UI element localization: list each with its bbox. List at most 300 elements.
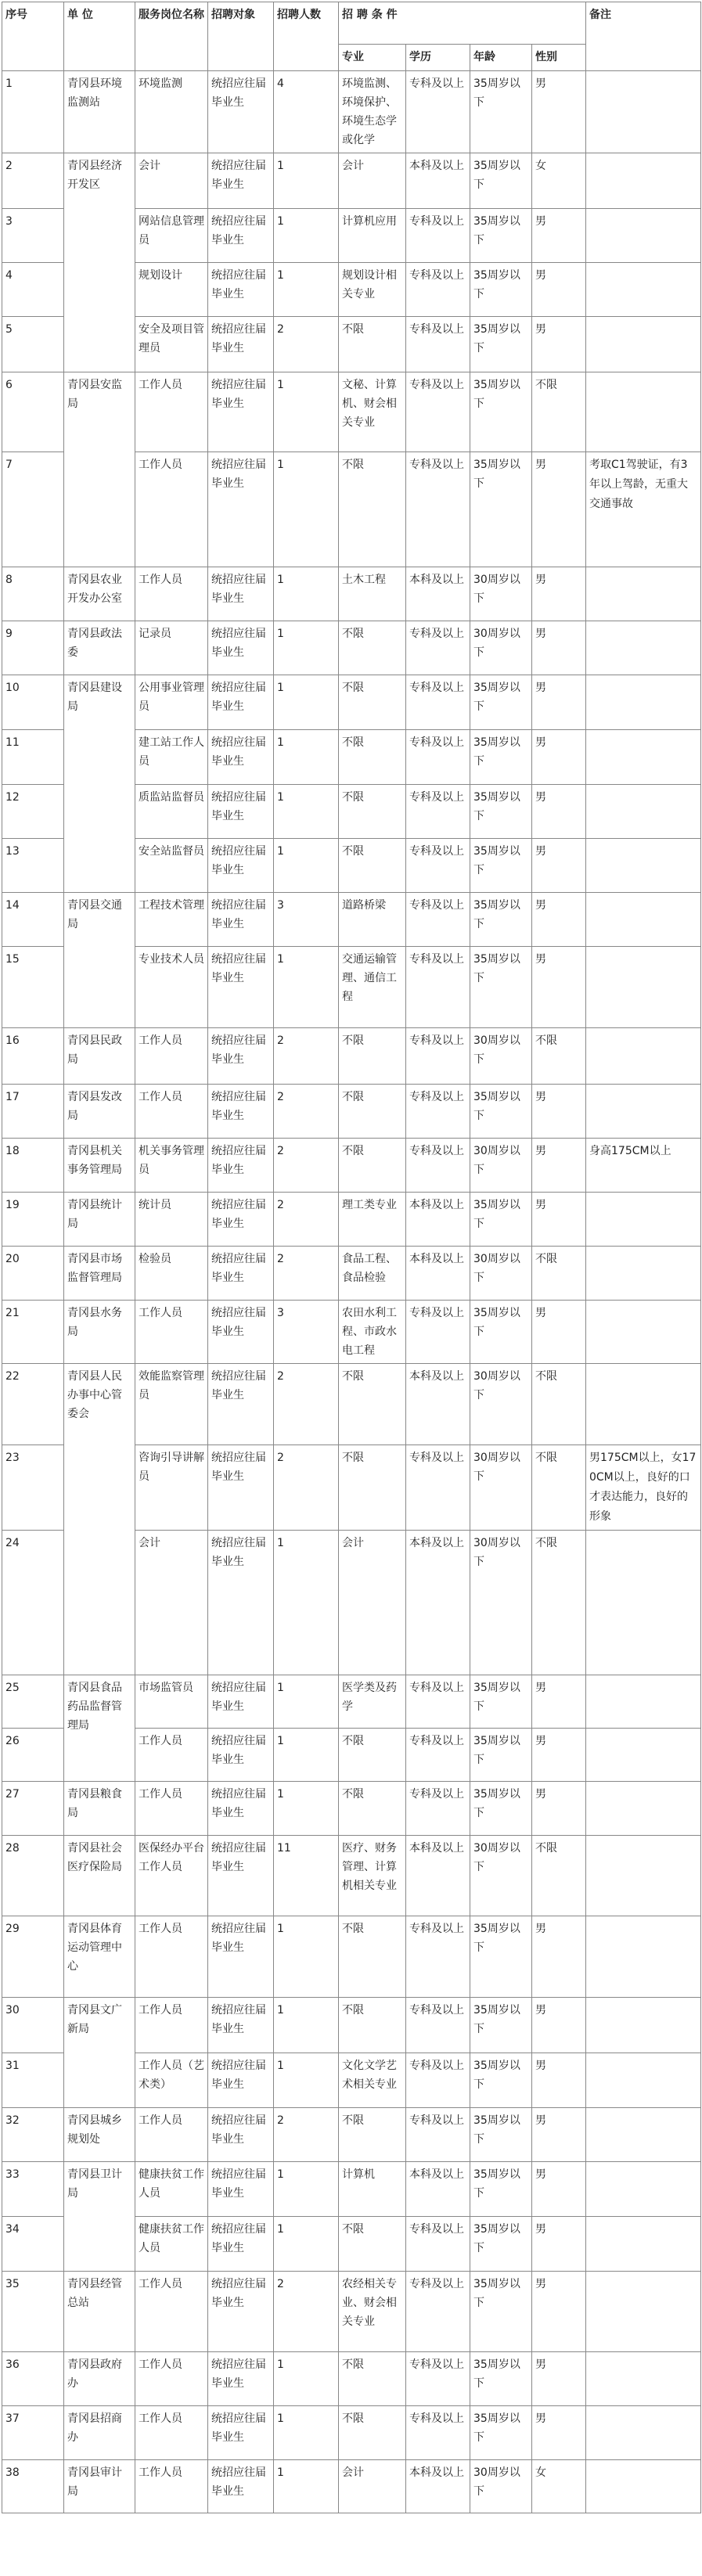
cell-edu: 专科及以上 (406, 1998, 470, 2053)
table-row (2, 1139, 701, 1193)
cell-seq: 26 (2, 1729, 64, 1782)
cell-gender: 不限 (532, 372, 586, 452)
cell-age: 35周岁以下 (470, 153, 532, 209)
cell-major: 道路桥梁 (339, 893, 406, 947)
cell-note (586, 1301, 701, 1364)
cell-gender: 男 (532, 947, 586, 1028)
cell-pos: 健康扶贫工作人员 (135, 2162, 208, 2217)
cell-edu: 专科及以上 (406, 2108, 470, 2162)
cell-count: 1 (274, 839, 339, 893)
cell-seq: 16 (2, 1028, 64, 1085)
cell-pos: 统计员 (135, 1193, 208, 1247)
cell-note (586, 317, 701, 372)
cell-major: 不限 (339, 1445, 406, 1531)
cell-unit: 青冈县安监局 (64, 372, 135, 567)
table-row (2, 2108, 701, 2162)
cell-unit: 青冈县机关事务管理局 (64, 1139, 135, 1193)
cell-seq: 23 (2, 1445, 64, 1531)
cell-age: 35周岁以下 (470, 785, 532, 839)
cell-count: 1 (274, 452, 339, 567)
cell-seq: 29 (2, 1916, 64, 1998)
cell-count: 4 (274, 71, 339, 153)
cell-note (586, 567, 701, 621)
cell-seq: 19 (2, 1193, 64, 1247)
cell-major: 医学类及药学 (339, 1675, 406, 1729)
cell-pos: 工作人员 (135, 1729, 208, 1782)
cell-gender: 男 (532, 1782, 586, 1836)
cell-seq: 37 (2, 2406, 64, 2460)
cell-age: 35周岁以下 (470, 1729, 532, 1782)
cell-major: 不限 (339, 621, 406, 675)
cell-age: 35周岁以下 (470, 317, 532, 372)
cell-count: 2 (274, 1247, 339, 1301)
cell-gender: 女 (532, 153, 586, 209)
cell-edu: 本科及以上 (406, 2162, 470, 2217)
cell-count: 1 (274, 1916, 339, 1998)
cell-pos: 工作人员 (135, 2352, 208, 2406)
table-row (2, 1836, 701, 1916)
cell-major: 不限 (339, 785, 406, 839)
cell-major: 文化文学艺术相关专业 (339, 2053, 406, 2108)
cell-unit: 青冈县市场监督管理局 (64, 1247, 135, 1301)
cell-seq: 2 (2, 153, 64, 209)
header-major: 专业 (339, 45, 406, 71)
header-conditions: 招 聘 条 件 (339, 2, 586, 45)
cell-pos: 工作人员 (135, 1085, 208, 1139)
cell-note (586, 71, 701, 153)
table-row (2, 621, 701, 675)
cell-pos: 记录员 (135, 621, 208, 675)
cell-unit: 青冈县经济开发区 (64, 153, 135, 372)
cell-pos: 效能监察管理员 (135, 1364, 208, 1445)
cell-unit: 青冈县城乡规划处 (64, 2108, 135, 2162)
table-row (2, 2162, 701, 2217)
cell-edu: 专科及以上 (406, 621, 470, 675)
cell-gender: 男 (532, 1085, 586, 1139)
cell-count: 1 (274, 2460, 339, 2513)
cell-note (586, 209, 701, 263)
cell-note (586, 2460, 701, 2513)
cell-age: 35周岁以下 (470, 2217, 532, 2272)
cell-unit: 青冈县发改局 (64, 1085, 135, 1139)
cell-note: 男175CM以上，女170CM以上，良好的口才表达能力，良好的形象 (586, 1445, 701, 1531)
cell-pos: 工作人员 (135, 372, 208, 452)
cell-gender: 男 (532, 839, 586, 893)
cell-gender: 男 (532, 730, 586, 785)
cell-seq: 12 (2, 785, 64, 839)
cell-edu: 专科及以上 (406, 263, 470, 317)
cell-gender: 男 (532, 675, 586, 730)
cell-age: 30周岁以下 (470, 1139, 532, 1193)
cell-age: 30周岁以下 (470, 1531, 532, 1675)
cell-seq: 32 (2, 2108, 64, 2162)
cell-seq: 22 (2, 1364, 64, 1445)
cell-gender: 不限 (532, 1445, 586, 1531)
cell-gender: 男 (532, 1193, 586, 1247)
cell-edu: 专科及以上 (406, 452, 470, 567)
cell-unit: 青冈县交通局 (64, 893, 135, 1028)
cell-major: 农经相关专业、财会相关专业 (339, 2272, 406, 2352)
cell-count: 2 (274, 1364, 339, 1445)
cell-pos: 工作人员 (135, 2272, 208, 2352)
table-row (2, 1782, 701, 1836)
cell-count: 1 (274, 2162, 339, 2217)
cell-gender: 男 (532, 1998, 586, 2053)
cell-gender: 男 (532, 263, 586, 317)
cell-edu: 专科及以上 (406, 1729, 470, 1782)
cell-age: 30周岁以下 (470, 621, 532, 675)
cell-note (586, 372, 701, 452)
cell-target: 统招应往届毕业生 (208, 452, 274, 567)
cell-major: 不限 (339, 452, 406, 567)
cell-note (586, 1729, 701, 1782)
cell-age: 35周岁以下 (470, 730, 532, 785)
cell-pos: 工作人员 (135, 1028, 208, 1085)
cell-count: 1 (274, 1782, 339, 1836)
cell-age: 35周岁以下 (470, 1085, 532, 1139)
cell-age: 35周岁以下 (470, 2406, 532, 2460)
cell-pos: 规划设计 (135, 263, 208, 317)
cell-target: 统招应往届毕业生 (208, 372, 274, 452)
cell-edu: 专科及以上 (406, 71, 470, 153)
cell-edu: 专科及以上 (406, 2352, 470, 2406)
cell-pos: 工作人员 (135, 567, 208, 621)
cell-target: 统招应往届毕业生 (208, 153, 274, 209)
cell-target: 统招应往届毕业生 (208, 1836, 274, 1916)
cell-gender: 男 (532, 209, 586, 263)
cell-note (586, 1916, 701, 1998)
cell-target: 统招应往届毕业生 (208, 621, 274, 675)
cell-major: 不限 (339, 317, 406, 372)
cell-age: 35周岁以下 (470, 2272, 532, 2352)
cell-target: 统招应往届毕业生 (208, 1729, 274, 1782)
header-education: 学历 (406, 45, 470, 71)
cell-count: 1 (274, 2053, 339, 2108)
cell-edu: 专科及以上 (406, 730, 470, 785)
cell-target: 统招应往届毕业生 (208, 1675, 274, 1729)
cell-major: 会计 (339, 153, 406, 209)
cell-age: 35周岁以下 (470, 2352, 532, 2406)
cell-target: 统招应往届毕业生 (208, 1193, 274, 1247)
header-age: 年龄 (470, 45, 532, 71)
cell-major: 不限 (339, 1139, 406, 1193)
cell-gender: 男 (532, 2406, 586, 2460)
cell-edu: 专科及以上 (406, 317, 470, 372)
table-row (2, 1028, 701, 1085)
cell-note (586, 2272, 701, 2352)
cell-edu: 专科及以上 (406, 2272, 470, 2352)
cell-count: 1 (274, 1675, 339, 1729)
cell-seq: 34 (2, 2217, 64, 2272)
cell-target: 统招应往届毕业生 (208, 2162, 274, 2217)
cell-age: 35周岁以下 (470, 372, 532, 452)
cell-count: 2 (274, 1445, 339, 1531)
cell-note (586, 675, 701, 730)
cell-pos: 工作人员 (135, 1916, 208, 1998)
cell-target: 统招应往届毕业生 (208, 209, 274, 263)
cell-seq: 18 (2, 1139, 64, 1193)
cell-gender: 男 (532, 893, 586, 947)
cell-count: 2 (274, 2108, 339, 2162)
cell-unit: 青冈县体育运动管理中心 (64, 1916, 135, 1998)
cell-pos: 工作人员 (135, 1998, 208, 2053)
cell-pos: 网站信息管理员 (135, 209, 208, 263)
table-row (2, 1364, 701, 1445)
cell-age: 30周岁以下 (470, 1445, 532, 1531)
cell-age: 35周岁以下 (470, 1782, 532, 1836)
cell-unit: 青冈县统计局 (64, 1193, 135, 1247)
cell-edu: 专科及以上 (406, 2217, 470, 2272)
table-row (2, 1675, 701, 1729)
cell-age: 35周岁以下 (470, 839, 532, 893)
cell-major: 文秘、计算机、财会相关专业 (339, 372, 406, 452)
cell-target: 统招应往届毕业生 (208, 1139, 274, 1193)
header-position: 服务岗位名称 (135, 2, 208, 71)
cell-edu: 本科及以上 (406, 153, 470, 209)
cell-count: 1 (274, 730, 339, 785)
cell-gender: 男 (532, 2053, 586, 2108)
cell-unit: 青冈县经管总站 (64, 2272, 135, 2352)
cell-note (586, 1836, 701, 1916)
cell-seq: 21 (2, 1301, 64, 1364)
cell-age: 35周岁以下 (470, 263, 532, 317)
cell-major: 不限 (339, 2217, 406, 2272)
header-note: 备注 (586, 2, 701, 71)
cell-edu: 本科及以上 (406, 1247, 470, 1301)
cell-edu: 专科及以上 (406, 372, 470, 452)
cell-major: 不限 (339, 730, 406, 785)
cell-age: 35周岁以下 (470, 2162, 532, 2217)
cell-major: 环境监测、环境保护、环境生态学或化学 (339, 71, 406, 153)
cell-edu: 专科及以上 (406, 1139, 470, 1193)
cell-age: 30周岁以下 (470, 1028, 532, 1085)
cell-edu: 本科及以上 (406, 1193, 470, 1247)
cell-target: 统招应往届毕业生 (208, 2108, 274, 2162)
cell-note (586, 947, 701, 1028)
table-row (2, 1247, 701, 1301)
cell-edu: 专科及以上 (406, 893, 470, 947)
cell-unit: 青冈县政法委 (64, 621, 135, 675)
cell-note: 身高175CM以上 (586, 1139, 701, 1193)
cell-edu: 专科及以上 (406, 1028, 470, 1085)
cell-age: 35周岁以下 (470, 452, 532, 567)
cell-major: 计算机 (339, 2162, 406, 2217)
cell-note (586, 2406, 701, 2460)
cell-unit: 青冈县招商办 (64, 2406, 135, 2460)
cell-gender: 男 (532, 1139, 586, 1193)
cell-gender: 男 (532, 2108, 586, 2162)
cell-seq: 10 (2, 675, 64, 730)
cell-target: 统招应往届毕业生 (208, 567, 274, 621)
table-row (2, 1085, 701, 1139)
cell-seq: 31 (2, 2053, 64, 2108)
page (0, 2, 702, 2576)
cell-count: 3 (274, 1301, 339, 1364)
cell-note (586, 153, 701, 209)
header-unit: 单 位 (64, 2, 135, 71)
cell-note (586, 893, 701, 947)
cell-seq: 7 (2, 452, 64, 567)
cell-age: 30周岁以下 (470, 1836, 532, 1916)
cell-age: 30周岁以下 (470, 1247, 532, 1301)
cell-pos: 咨询引导讲解员 (135, 1445, 208, 1531)
cell-unit: 青冈县社会医疗保险局 (64, 1836, 135, 1916)
cell-age: 30周岁以下 (470, 2460, 532, 2513)
cell-major: 不限 (339, 2352, 406, 2406)
cell-major: 医疗、财务管理、计算机相关专业 (339, 1836, 406, 1916)
cell-edu: 专科及以上 (406, 1301, 470, 1364)
cell-seq: 20 (2, 1247, 64, 1301)
table-row (2, 71, 701, 153)
cell-age: 30周岁以下 (470, 1364, 532, 1445)
cell-seq: 13 (2, 839, 64, 893)
cell-unit: 青冈县建设局 (64, 675, 135, 893)
cell-count: 1 (274, 2352, 339, 2406)
cell-edu: 本科及以上 (406, 2460, 470, 2513)
cell-gender: 不限 (532, 1247, 586, 1301)
cell-gender: 男 (532, 2272, 586, 2352)
cell-gender: 男 (532, 2217, 586, 2272)
cell-pos: 医保经办平台工作人员 (135, 1836, 208, 1916)
cell-target: 统招应往届毕业生 (208, 2053, 274, 2108)
cell-gender: 男 (532, 621, 586, 675)
cell-note (586, 621, 701, 675)
cell-unit: 青冈县文广新局 (64, 1998, 135, 2108)
cell-pos: 会计 (135, 153, 208, 209)
cell-major: 不限 (339, 839, 406, 893)
cell-count: 2 (274, 1139, 339, 1193)
cell-pos: 市场监管员 (135, 1675, 208, 1729)
cell-note (586, 839, 701, 893)
header-target: 招聘对象 (208, 2, 274, 71)
table-row (2, 2272, 701, 2352)
cell-age: 35周岁以下 (470, 893, 532, 947)
cell-major: 理工类专业 (339, 1193, 406, 1247)
cell-pos: 安全站监督员 (135, 839, 208, 893)
cell-pos: 健康扶贫工作人员 (135, 2217, 208, 2272)
cell-target: 统招应往届毕业生 (208, 2406, 274, 2460)
cell-note (586, 1782, 701, 1836)
cell-target: 统招应往届毕业生 (208, 839, 274, 893)
cell-target: 统招应往届毕业生 (208, 1085, 274, 1139)
cell-major: 不限 (339, 1364, 406, 1445)
cell-unit: 青冈县粮食局 (64, 1782, 135, 1836)
cell-target: 统招应往届毕业生 (208, 2217, 274, 2272)
cell-note (586, 1247, 701, 1301)
cell-seq: 4 (2, 263, 64, 317)
cell-major: 农田水利工程、市政水电工程 (339, 1301, 406, 1364)
cell-target: 统招应往届毕业生 (208, 1301, 274, 1364)
cell-target: 统招应往届毕业生 (208, 71, 274, 153)
cell-gender: 男 (532, 2352, 586, 2406)
cell-edu: 专科及以上 (406, 209, 470, 263)
cell-note (586, 2352, 701, 2406)
cell-note (586, 1028, 701, 1085)
cell-target: 统招应往届毕业生 (208, 1531, 274, 1675)
cell-gender: 男 (532, 1729, 586, 1782)
cell-seq: 35 (2, 2272, 64, 2352)
cell-major: 不限 (339, 1729, 406, 1782)
cell-unit: 青冈县审计局 (64, 2460, 135, 2513)
cell-count: 1 (274, 947, 339, 1028)
cell-target: 统招应往届毕业生 (208, 730, 274, 785)
cell-target: 统招应往届毕业生 (208, 2460, 274, 2513)
cell-pos: 工作人员 (135, 1301, 208, 1364)
cell-major: 土木工程 (339, 567, 406, 621)
cell-pos: 质监站监督员 (135, 785, 208, 839)
cell-gender: 男 (532, 1675, 586, 1729)
cell-seq: 9 (2, 621, 64, 675)
cell-major: 交通运输管理、通信工程 (339, 947, 406, 1028)
cell-seq: 1 (2, 71, 64, 153)
cell-age: 30周岁以下 (470, 567, 532, 621)
table-row (2, 153, 701, 209)
header-count: 招聘人数 (274, 2, 339, 71)
cell-count: 1 (274, 1531, 339, 1675)
cell-gender: 不限 (532, 1836, 586, 1916)
cell-pos: 工作人员 (135, 452, 208, 567)
cell-note: 考取C1驾驶证，有3年以上驾龄，无重大交通事故 (586, 452, 701, 567)
cell-edu: 专科及以上 (406, 1782, 470, 1836)
cell-gender: 男 (532, 1916, 586, 1998)
cell-seq: 14 (2, 893, 64, 947)
cell-note (586, 2217, 701, 2272)
cell-unit: 青冈县民政局 (64, 1028, 135, 1085)
cell-seq: 24 (2, 1531, 64, 1675)
table-row (2, 1301, 701, 1364)
cell-count: 2 (274, 1193, 339, 1247)
cell-target: 统招应往届毕业生 (208, 1916, 274, 1998)
cell-seq: 27 (2, 1782, 64, 1836)
cell-pos: 工程技术管理 (135, 893, 208, 947)
cell-note (586, 1531, 701, 1675)
cell-major: 不限 (339, 2406, 406, 2460)
cell-seq: 5 (2, 317, 64, 372)
cell-age: 35周岁以下 (470, 1916, 532, 1998)
cell-note (586, 2162, 701, 2217)
cell-note (586, 1364, 701, 1445)
cell-seq: 30 (2, 1998, 64, 2053)
cell-pos: 工作人员 (135, 2108, 208, 2162)
cell-edu: 专科及以上 (406, 2053, 470, 2108)
cell-unit: 青冈县政府办 (64, 2352, 135, 2406)
cell-edu: 专科及以上 (406, 1916, 470, 1998)
cell-major: 食品工程、食品检验 (339, 1247, 406, 1301)
cell-target: 统招应往届毕业生 (208, 2352, 274, 2406)
cell-major: 不限 (339, 2108, 406, 2162)
cell-unit: 青冈县水务局 (64, 1301, 135, 1364)
cell-target: 统招应往届毕业生 (208, 263, 274, 317)
cell-seq: 38 (2, 2460, 64, 2513)
cell-gender: 女 (532, 2460, 586, 2513)
cell-note (586, 1085, 701, 1139)
cell-seq: 8 (2, 567, 64, 621)
cell-target: 统招应往届毕业生 (208, 1364, 274, 1445)
cell-pos: 工作人员 (135, 2406, 208, 2460)
cell-note (586, 263, 701, 317)
cell-pos: 会计 (135, 1531, 208, 1675)
cell-note (586, 1998, 701, 2053)
cell-major: 规划设计相关专业 (339, 263, 406, 317)
cell-note (586, 2108, 701, 2162)
cell-unit: 青冈县卫计局 (64, 2162, 135, 2272)
cell-major: 不限 (339, 675, 406, 730)
cell-major: 不限 (339, 1085, 406, 1139)
cell-edu: 专科及以上 (406, 785, 470, 839)
cell-pos: 检验员 (135, 1247, 208, 1301)
cell-count: 1 (274, 153, 339, 209)
cell-seq: 15 (2, 947, 64, 1028)
